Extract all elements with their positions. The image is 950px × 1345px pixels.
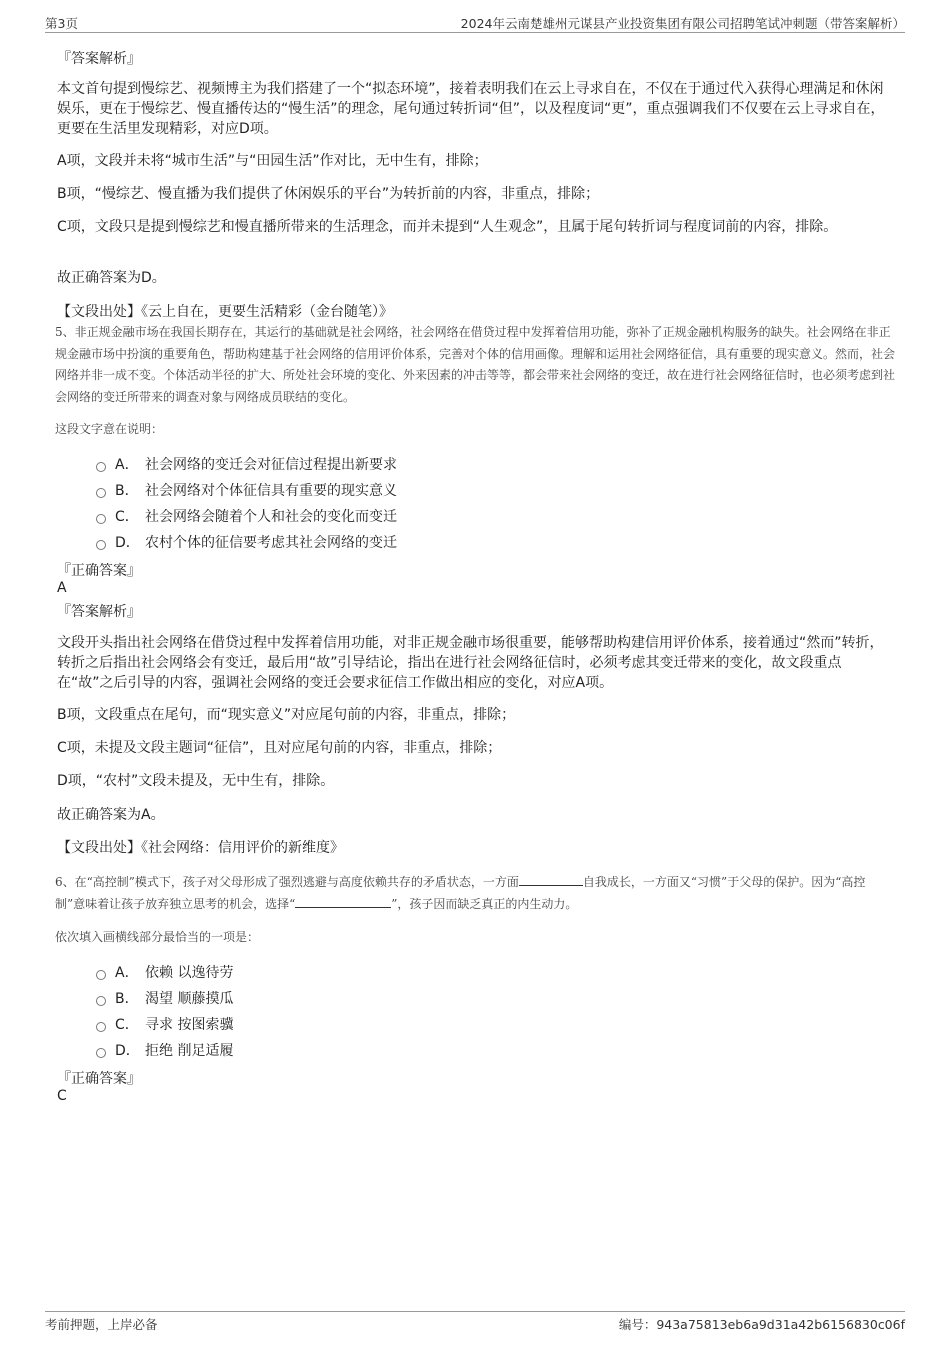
option-text: 依赖 以逸待劳 [145, 965, 234, 981]
q6-blank-1 [519, 873, 583, 886]
radio-icon[interactable] [96, 488, 106, 498]
q6-option-c[interactable] [96, 1014, 233, 1036]
footer-slogan: 考前押题，上岸必备 [45, 1317, 158, 1332]
q6-option-b[interactable] [96, 988, 233, 1010]
q4-source: 【文段出处】《云上自在，更要生活精彩（金台随笔）》 [57, 304, 393, 320]
q5-analysis-c: C项，未提及文段主题词“征信”，且对应尾句前的内容，非重点，排除； [57, 740, 502, 756]
q6-option-d[interactable] [96, 1040, 233, 1062]
page-header [45, 12, 905, 33]
radio-icon[interactable] [96, 540, 106, 550]
q6-stem-part3: ”，孩子因而缺乏真正的内生动力。 [391, 896, 578, 911]
q4-analysis-c: C项，文段只是提到慢综艺和慢直播所带来的生活理念，而并未提到“人生观念”，且属于尾句转折词与程度词前的内容，排除。 [57, 219, 838, 235]
q5-prompt: 这段文字意在说明： [55, 422, 164, 436]
radio-icon[interactable] [96, 514, 106, 524]
q4-analysis-b: B项，“慢综艺、慢直播为我们提供了休闲娱乐的平台”为转折前的内容，非重点，排除； [57, 186, 600, 202]
option-key: B． [115, 483, 139, 499]
q5-option-d[interactable] [96, 532, 397, 554]
option-key: A． [115, 965, 139, 981]
radio-icon[interactable] [96, 970, 106, 980]
q6-stem [55, 872, 895, 915]
q5-option-a[interactable] [96, 454, 397, 476]
option-text: 拒绝 削足适履 [145, 1043, 234, 1059]
q6-stem-part2: 自我成长，一方面又“习惯”于父母的保护。因为“高控制”意味着让孩子放弃独立思考的机会，选择“ [55, 875, 866, 911]
option-key: C． [115, 1017, 139, 1033]
q6-blank-2 [295, 895, 391, 908]
q4-analysis-a: A项，文段并未将“城市生活”与“田园生活”作对比，无中生有，排除； [57, 153, 488, 169]
option-text: 社会网络对个体征信具有重要的现实意义 [145, 483, 397, 499]
document-title: 2024年云南楚雄州元谋县产业投资集团有限公司招聘笔试冲刺题（带答案解析） [460, 16, 905, 31]
option-key: D． [115, 535, 140, 551]
q5-source: 【文段出处】《社会网络：信用评价的新维度》 [57, 840, 344, 856]
option-text: 渴望 顺藤摸瓜 [145, 991, 234, 1007]
q5-conclusion: 故正确答案为A。 [57, 807, 165, 823]
q6-answer: C [57, 1088, 67, 1104]
option-key: D． [115, 1043, 140, 1059]
q5-option-b[interactable] [96, 480, 397, 502]
q5-stem: 5、非正规金融市场在我国长期存在，其运行的基础就是社会网络，社会网络在借贷过程中发挥着信用功能，弥补了正规金融机构服务的缺失。社会网络在非正规金融市场中扮演的重要角色，帮助构建基于社会网络的信用评价体系，完善对个体的信用画像。理解和运用社会网络征信，具有重要的现实意义。然而，社会网络并非一成不变。个体活动半径的扩大、所处社会环境的变化、外来因素的冲击等等，都会带来社会网络的变迁，故在进行社会网络征信时，也必须考虑到社会网络的变迁所带来的调查对象与网络成员联结的变化。 [55, 325, 896, 404]
page-number: 第3页 [45, 16, 78, 31]
q4-conclusion: 故正确答案为D。 [57, 270, 166, 286]
radio-icon[interactable] [96, 1022, 106, 1032]
q5-option-c[interactable] [96, 506, 397, 528]
q4-analysis-label: 『答案解析』 [57, 51, 141, 67]
page-footer [45, 1311, 905, 1336]
q6-answer-label: 『正确答案』 [57, 1071, 141, 1087]
radio-icon[interactable] [96, 1048, 106, 1058]
radio-icon[interactable] [96, 462, 106, 472]
q6-stem-part1: 6、在“高控制”模式下，孩子对父母形成了强烈逃避与高度依赖共存的矛盾状态，一方面 [55, 875, 519, 889]
option-text: 寻求 按图索骥 [145, 1017, 234, 1033]
q6-option-a[interactable] [96, 962, 233, 984]
q5-analysis-d: D项，“农村”文段未提及，无中生有，排除。 [57, 773, 335, 789]
option-text: 社会网络的变迁会对征信过程提出新要求 [145, 457, 397, 473]
q4-analysis-paragraph: 本文首句提到慢综艺、视频博主为我们搭建了一个“拟态环境”，接着表明我们在云上寻求自在，不仅在于通过代入获得心理满足和休闲娱乐，更在于慢综艺、慢直播传达的“慢生活”的理念，尾句通过转折词“但”，以及程度词“更”，重点强调我们不仅要在云上寻求自在，更要在生活里发现精彩，对应D项。 [57, 81, 885, 137]
q5-analysis-b: B项，文段重点在尾句，而“现实意义”对应尾句前的内容，非重点，排除； [57, 707, 516, 723]
q5-analysis-label: 『答案解析』 [57, 604, 141, 620]
q5-analysis-paragraph: 文段开头指出社会网络在借贷过程中发挥着信用功能，对非正规金融市场很重要，能够帮助构建信用评价体系，接着通过“然而”转折，转折之后指出社会网络会有变迁，最后用“故”引导结论，指出在进行社会网络征信时，必须考虑其变迁带来的变化，故文段重点在“故”之后引导的内容，强调社会网络的变迁会要求征信工作做出相应的变化，对应A项。 [57, 635, 884, 691]
q5-answer-label: 『正确答案』 [57, 563, 141, 579]
document-code: 编号：943a75813eb6a9d31a42b6156830c06f [618, 1317, 905, 1332]
option-key: A． [115, 457, 139, 473]
option-key: B． [115, 991, 139, 1007]
option-text: 社会网络会随着个人和社会的变化而变迁 [145, 509, 397, 525]
option-key: C． [115, 509, 139, 525]
q5-answer: A [57, 580, 67, 596]
option-text: 农村个体的征信要考虑其社会网络的变迁 [145, 535, 397, 551]
q6-prompt: 依次填入画横线部分最恰当的一项是： [55, 930, 260, 944]
radio-icon[interactable] [96, 996, 106, 1006]
